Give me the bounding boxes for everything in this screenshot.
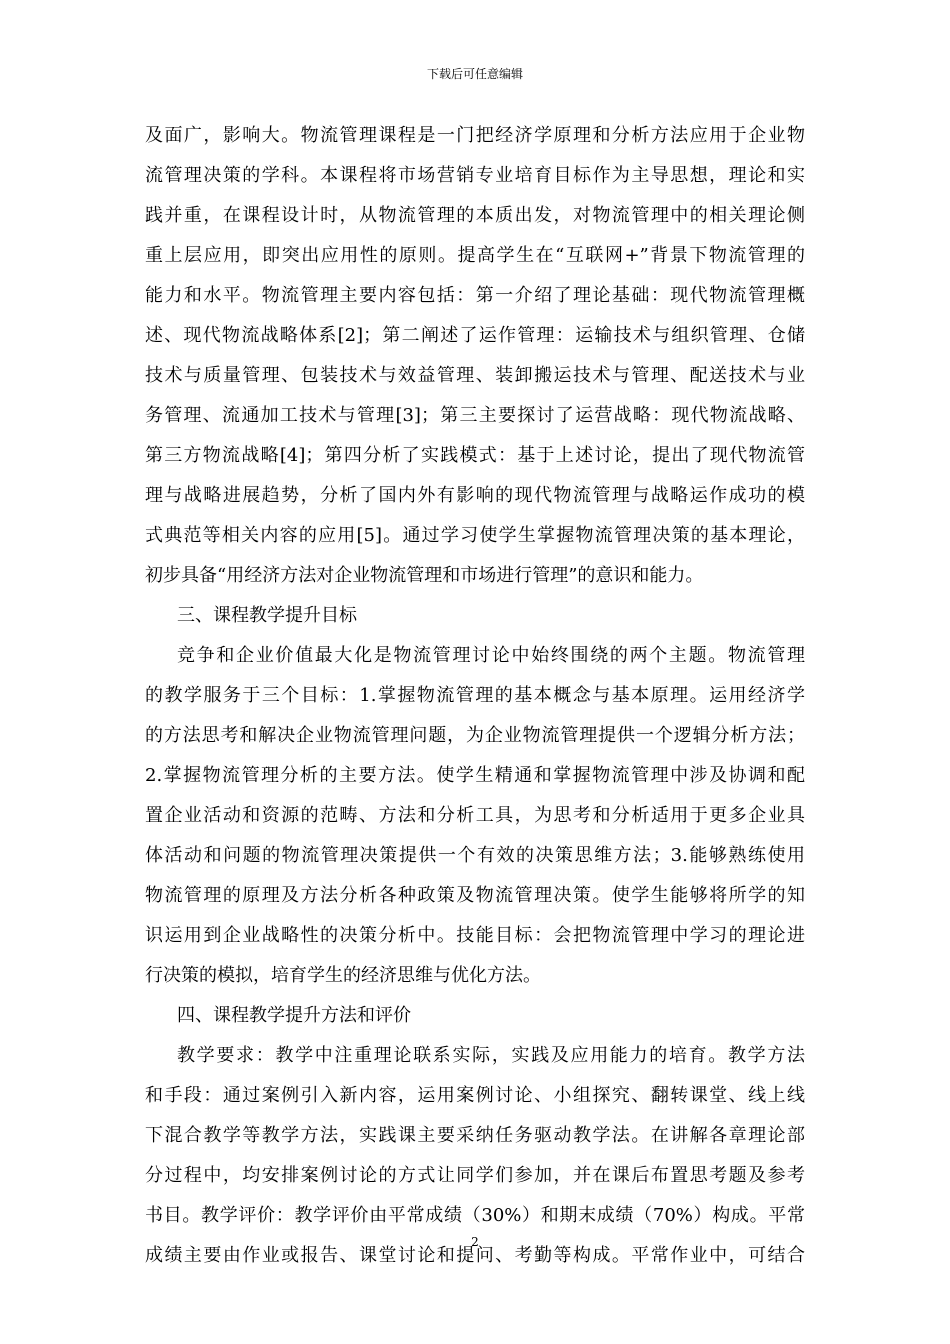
text-line: 理与战略进展趋势，分析了国内外有影响的现代物流管理与战略运作成功的模 bbox=[145, 485, 805, 506]
text-line: 述、现代物流战略体系[2]；第二阐述了运作管理：运输技术与组织管理、仓储 bbox=[145, 325, 805, 346]
text-line: 成绩主要由作业或报告、课堂讨论和提问、考勤等构成。平常作业中，可结合 bbox=[145, 1245, 805, 1266]
text-line: 和手段：通过案例引入新内容，运用案例讨论、小组探究、翻转课堂、线上线 bbox=[145, 1085, 805, 1106]
section-heading: 四、课程教学提升方法和评价 bbox=[177, 1005, 411, 1026]
page-header: 下载后可任意编辑 bbox=[426, 67, 523, 81]
text-line: 的教学服务于三个目标：1.掌握物流管理的基本概念与基本原理。运用经济学 bbox=[145, 685, 805, 706]
text-line: 及面广，影响大。物流管理课程是一门把经济学原理和分析方法应用于企业物 bbox=[145, 125, 805, 146]
text-line: 物流管理的原理及方法分析各种政策及物流管理决策。使学生能够将所学的知 bbox=[145, 885, 805, 906]
text-line: 技术与质量管理、包装技术与效益管理、装卸搬运技术与管理、配送技术与业 bbox=[145, 365, 805, 386]
text-line: 流管理决策的学科。本课程将市场营销专业培育目标作为主导思想，理论和实 bbox=[145, 165, 805, 186]
text-line: 践并重，在课程设计时，从物流管理的本质出发，对物流管理中的相关理论侧 bbox=[145, 205, 805, 226]
text-line: 的方法思考和解决企业物流管理问题，为企业物流管理提供一个逻辑分析方法； bbox=[145, 725, 805, 746]
text-line: 重上层应用，即突出应用性的原则。提高学生在“互联网+”背景下物流管理的 bbox=[145, 245, 805, 266]
text-line: 务管理、流通加工技术与管理[3]；第三主要探讨了运营战略：现代物流战略、 bbox=[145, 405, 805, 426]
text-line: 2.掌握物流管理分析的主要方法。使学生精通和掌握物流管理中涉及协调和配 bbox=[145, 765, 805, 786]
text-line: 置企业活动和资源的范畴、方法和分析工具，为思考和分析适用于更多企业具 bbox=[145, 805, 805, 826]
text-line: 式典范等相关内容的应用[5]。通过学习使学生掌握物流管理决策的基本理论， bbox=[145, 525, 805, 546]
text-line: 能力和水平。物流管理主要内容包括：第一介绍了理论基础：现代物流管理概 bbox=[145, 285, 805, 306]
text-line: 第三方物流战略[4]；第四分析了实践模式：基于上述讨论，提出了现代物流管 bbox=[145, 445, 805, 466]
document-body bbox=[145, 116, 805, 1276]
text-line: 分过程中，均安排案例讨论的方式让同学们参加，并在课后布置思考题及参考 bbox=[145, 1165, 805, 1186]
text-line: 行决策的模拟，培育学生的经济思维与优化方法。 bbox=[145, 965, 541, 986]
text-line: 书目。教学评价：教学评价由平常成绩（30%）和期末成绩（70%）构成。平常 bbox=[145, 1205, 805, 1226]
text-line: 体活动和问题的物流管理决策提供一个有效的决策思维方法；3.能够熟练使用 bbox=[145, 845, 805, 866]
text-line: 竞争和企业价值最大化是物流管理讨论中始终围绕的两个主题。物流管理 bbox=[177, 645, 805, 666]
text-line: 教学要求：教学中注重理论联系实际，实践及应用能力的培育。教学方法 bbox=[177, 1045, 805, 1066]
text-line: 下混合教学等教学方法，实践课主要采纳任务驱动教学法。在讲解各章理论部 bbox=[145, 1125, 805, 1146]
text-line: 识运用到企业战略性的决策分析中。技能目标：会把物流管理中学习的理论进 bbox=[145, 925, 805, 946]
section-heading: 三、课程教学提升目标 bbox=[177, 605, 357, 626]
page-number: 2 bbox=[471, 1235, 479, 1249]
text-line: 初步具备“用经济方法对企业物流管理和市场进行管理”的意识和能力。 bbox=[145, 565, 704, 586]
